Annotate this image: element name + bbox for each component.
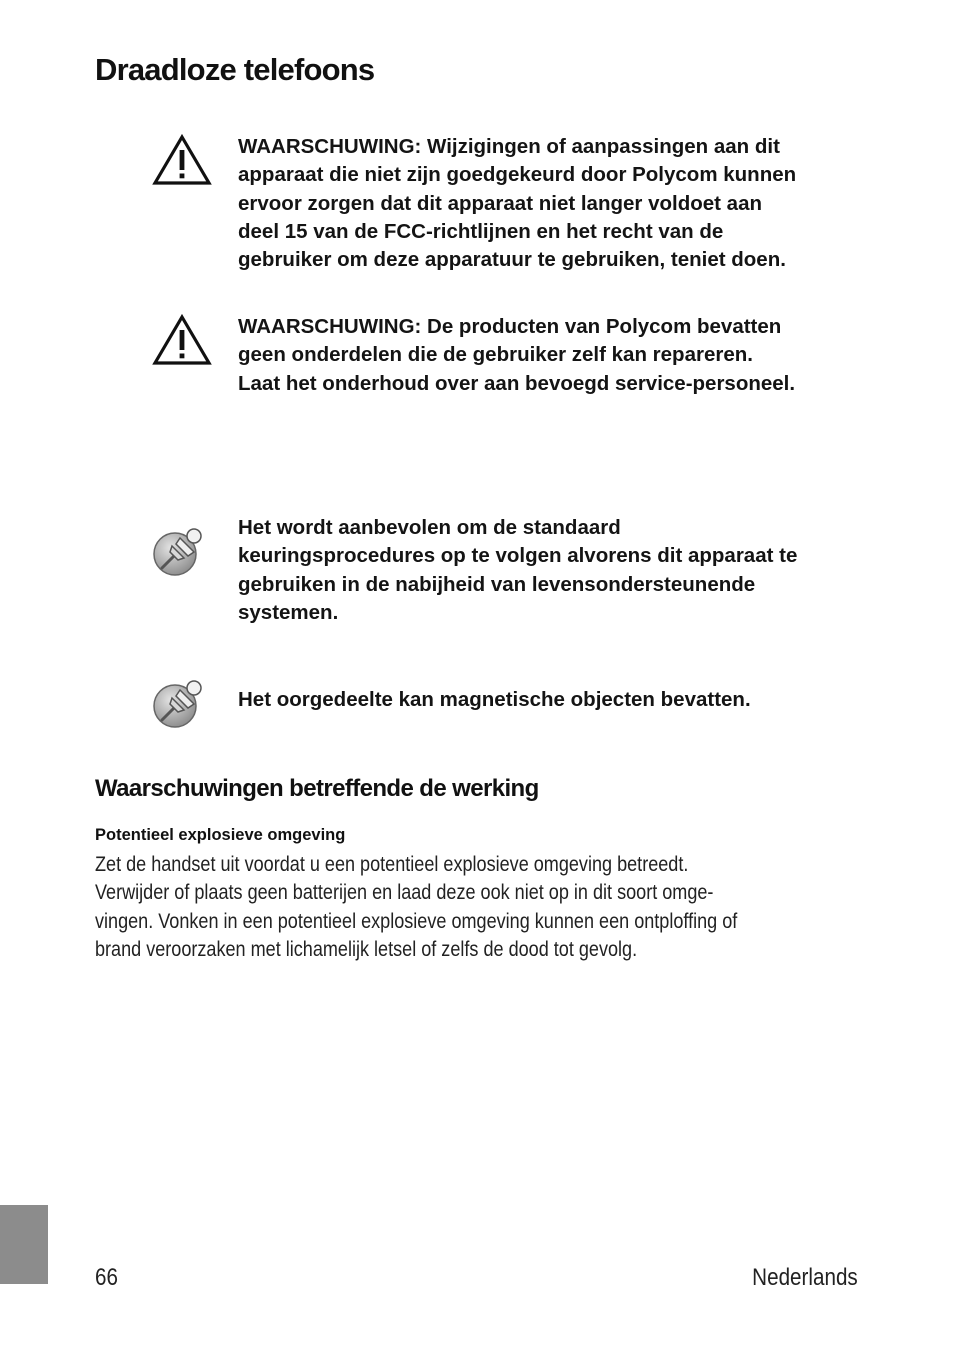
warning-text: WAARSCHUWING: Wijzigingen of aanpassingen aan dit apparaat die niet zijn goedgekeurd door Polycom kunnen ervoor zorgen dat dit apparaat niet langer voldoet aan deel 15 van de FCC-richtlijnen en het recht van de gebruiker om deze apparatuur te gebruiken, teniet doen.	[238, 135, 797, 272]
warning-notice	[150, 133, 850, 283]
warning-notice	[150, 313, 850, 403]
page-number: 66	[95, 1264, 118, 1291]
note-text: Het oorgedeelte kan magnetische objecten bevatten.	[238, 688, 751, 711]
note-text: Het wordt aanbevolen om de standaard keuringsprocedures op te volgen alvorens dit apparaat te gebruiken in de nabijheid van levensondersteunende systemen.	[238, 516, 798, 624]
note-notice	[150, 674, 850, 734]
section-heading: Waarschuwingen betreffende de werking	[95, 775, 539, 802]
subheading: Potentieel explosieve omgeving	[95, 826, 346, 844]
warning-text: WAARSCHUWING: De producten van Polycom bevatten geen onderdelen die de gebruiker zelf kan repareren. Laat het onderhoud over aan bevoegd service-personeel.	[238, 315, 796, 395]
body-paragraph: Zet de handset uit voordat u een potentieel explosieve omgeving betreedt. Verwijder of plaats geen batterijen en laad deze ook niet op in dit soort omge- vingen. Vonken in een potentieel explosieve omgeving kunnen een ontploffing of brand veroorzaken met lichamelijk letsel of zelfs de dood tot gevolg.	[95, 853, 738, 961]
chapter-side-tab	[0, 1205, 48, 1284]
footer-language: Nederlands	[752, 1264, 858, 1291]
warning-triangle-icon	[150, 133, 214, 197]
warning-triangle-icon	[150, 313, 214, 377]
page-title: Draadloze telefoons	[95, 52, 375, 87]
pushpin-note-icon	[150, 524, 214, 588]
pushpin-note-icon	[150, 676, 214, 740]
note-notice	[150, 514, 850, 634]
